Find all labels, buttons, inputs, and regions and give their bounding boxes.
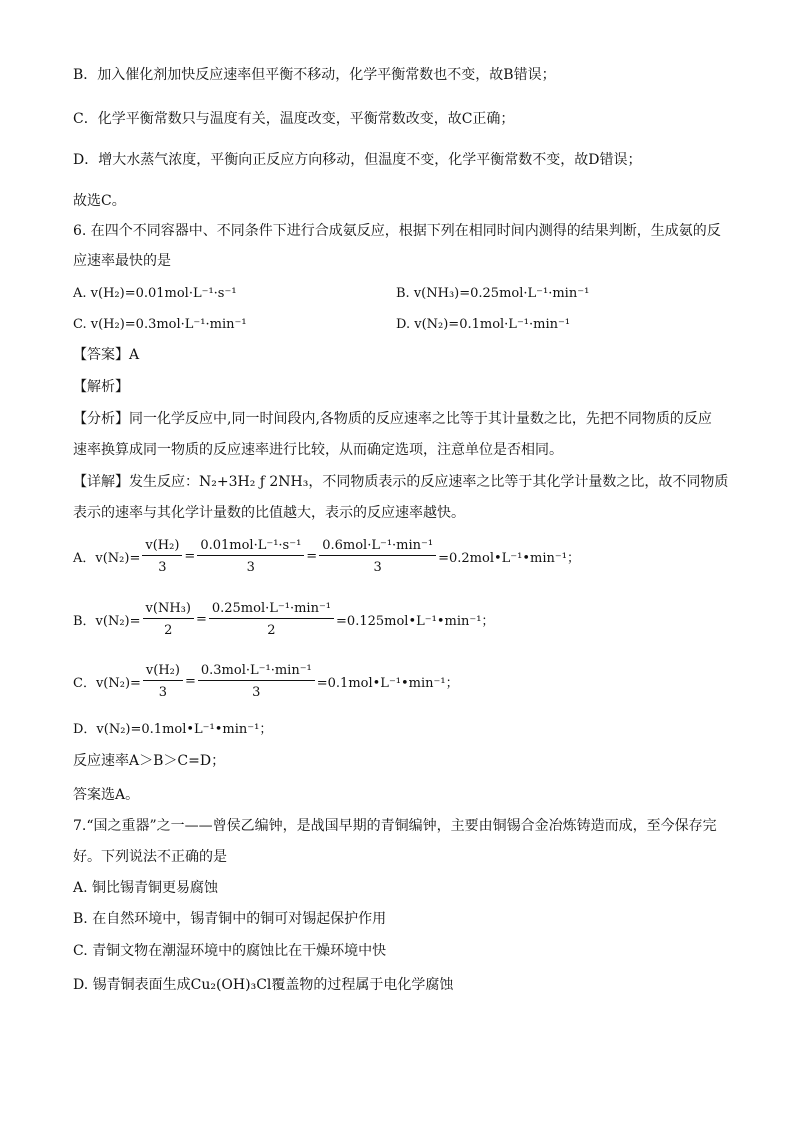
calc-a-fraction-1 [142,537,182,576]
q6-calc-a [73,537,580,576]
fraction-numerator: v(NH₃) [143,600,194,619]
calc-b-fraction-2 [209,600,334,639]
equals-sign: = [184,674,196,689]
q7-stem-line2: 好。下列说法不正确的是 [73,849,227,865]
q6-detail-line2: 表示的速率与其化学计量数的比值越大，表示的反应速率越快。 [73,505,465,521]
q6-option-d: D. v(N₂)=0.1mol·L⁻¹·min⁻¹ [396,317,571,332]
prev-option-c-explanation: C．化学平衡常数只与温度有关，温度改变，平衡常数改变，故C正确； [73,111,515,127]
q7-option-a: A. 铜比锡青铜更易腐蚀 [73,880,219,896]
q6-stem-line2: 应速率最快的是 [73,253,171,269]
fraction-numerator: 0.25mol·L⁻¹·min⁻¹ [209,600,334,619]
q6-calc-d: D．v(N₂)=0.1mol•L⁻¹•min⁻¹； [73,722,273,737]
calc-b-fraction-1 [143,600,194,639]
prev-option-b-explanation: B．加入催化剂加快反应速率但平衡不移动，化学平衡常数也不变，故B错误； [73,67,556,83]
q6-final-answer: 答案选A。 [73,787,140,803]
q6-calc-c [73,662,459,701]
equals-sign: = [195,612,207,627]
fraction-denominator: 2 [267,623,276,638]
calc-c-prefix: C．v(N₂)= [73,676,141,691]
calc-a-prefix: A．v(N₂)= [73,551,141,566]
fraction-denominator: 3 [246,560,255,575]
q6-calc-b [73,600,494,639]
q6-option-c: C. v(H₂)=0.3mol·L⁻¹·min⁻¹ [73,317,247,332]
equals-sign: = [184,549,196,564]
q6-analysis-line2: 速率换算成同一物质的反应速率进行比较，从而确定选项，注意单位是否相同。 [73,442,563,458]
q6-analysis-label: 【解析】 [73,379,129,395]
fraction-numerator: v(H₂) [142,537,182,556]
q6-option-b: B. v(NH₃)=0.25mol·L⁻¹·min⁻¹ [396,286,590,301]
q6-rate-order: 反应速率A＞B＞C=D； [73,753,226,769]
fraction-denominator: 3 [158,560,167,575]
q6-option-a: A. v(H₂)=0.01mol·L⁻¹·s⁻¹ [73,286,237,301]
q7-option-c: C. 青铜文物在潮湿环境中的腐蚀比在干燥环境中快 [73,943,387,959]
q6-answer-label: 【答案】A [73,347,140,363]
q7-option-b: B. 在自然环境中，锡青铜中的铜可对锡起保护作用 [73,911,387,927]
fraction-numerator: 0.6mol·L⁻¹·min⁻¹ [319,537,436,556]
fraction-denominator: 3 [252,685,261,700]
calc-b-result: =0.125mol•L⁻¹•min⁻¹； [336,614,495,629]
calc-b-prefix: B．v(N₂)= [73,614,141,629]
q6-detail-line1: 【详解】发生反应：N₂+3H₂ ƒ 2NH₃，不同物质表示的反应速率之比等于其化学计量数之比，故不同物质 [73,474,729,490]
calc-c-result: =0.1mol•L⁻¹•min⁻¹； [316,676,459,691]
fraction-numerator: 0.3mol·L⁻¹·min⁻¹ [198,662,315,681]
q7-option-d: D. 锡青铜表面生成Cu₂(OH)₃Cl覆盖物的过程属于电化学腐蚀 [73,977,454,993]
q7-stem-line1: 7.“国之重器”之一——曾侯乙编钟，是战国早期的青铜编钟，主要由铜锡合金冶炼铸造而成，至今保存完 [73,818,717,834]
fraction-denominator: 3 [373,560,382,575]
equals-sign: = [306,549,318,564]
calc-a-fraction-2 [197,537,304,576]
fraction-numerator: 0.01mol·L⁻¹·s⁻¹ [197,537,304,556]
fraction-numerator: v(H₂) [143,662,183,681]
fraction-denominator: 2 [164,623,173,638]
calc-c-fraction-2 [198,662,315,701]
prev-conclusion: 故选C。 [73,193,126,209]
q6-stem-line1: 6. 在四个不同容器中、不同条件下进行合成氨反应，根据下列在相同时间内测得的结果判断，生成氨的反 [73,223,721,239]
q6-analysis-line1: 【分析】同一化学反应中,同一时间段内,各物质的反应速率之比等于其计量数之比，先把不同物质的反应 [73,411,712,427]
calc-a-result: =0.2mol•L⁻¹•min⁻¹； [438,551,580,566]
calc-c-fraction-1 [143,662,183,701]
calc-a-fraction-3 [319,537,436,576]
prev-option-d-explanation: D．增大水蒸气浓度，平衡向正反应方向移动，但温度不变，化学平衡常数不变，故D错误； [73,152,642,168]
fraction-denominator: 3 [158,685,168,700]
